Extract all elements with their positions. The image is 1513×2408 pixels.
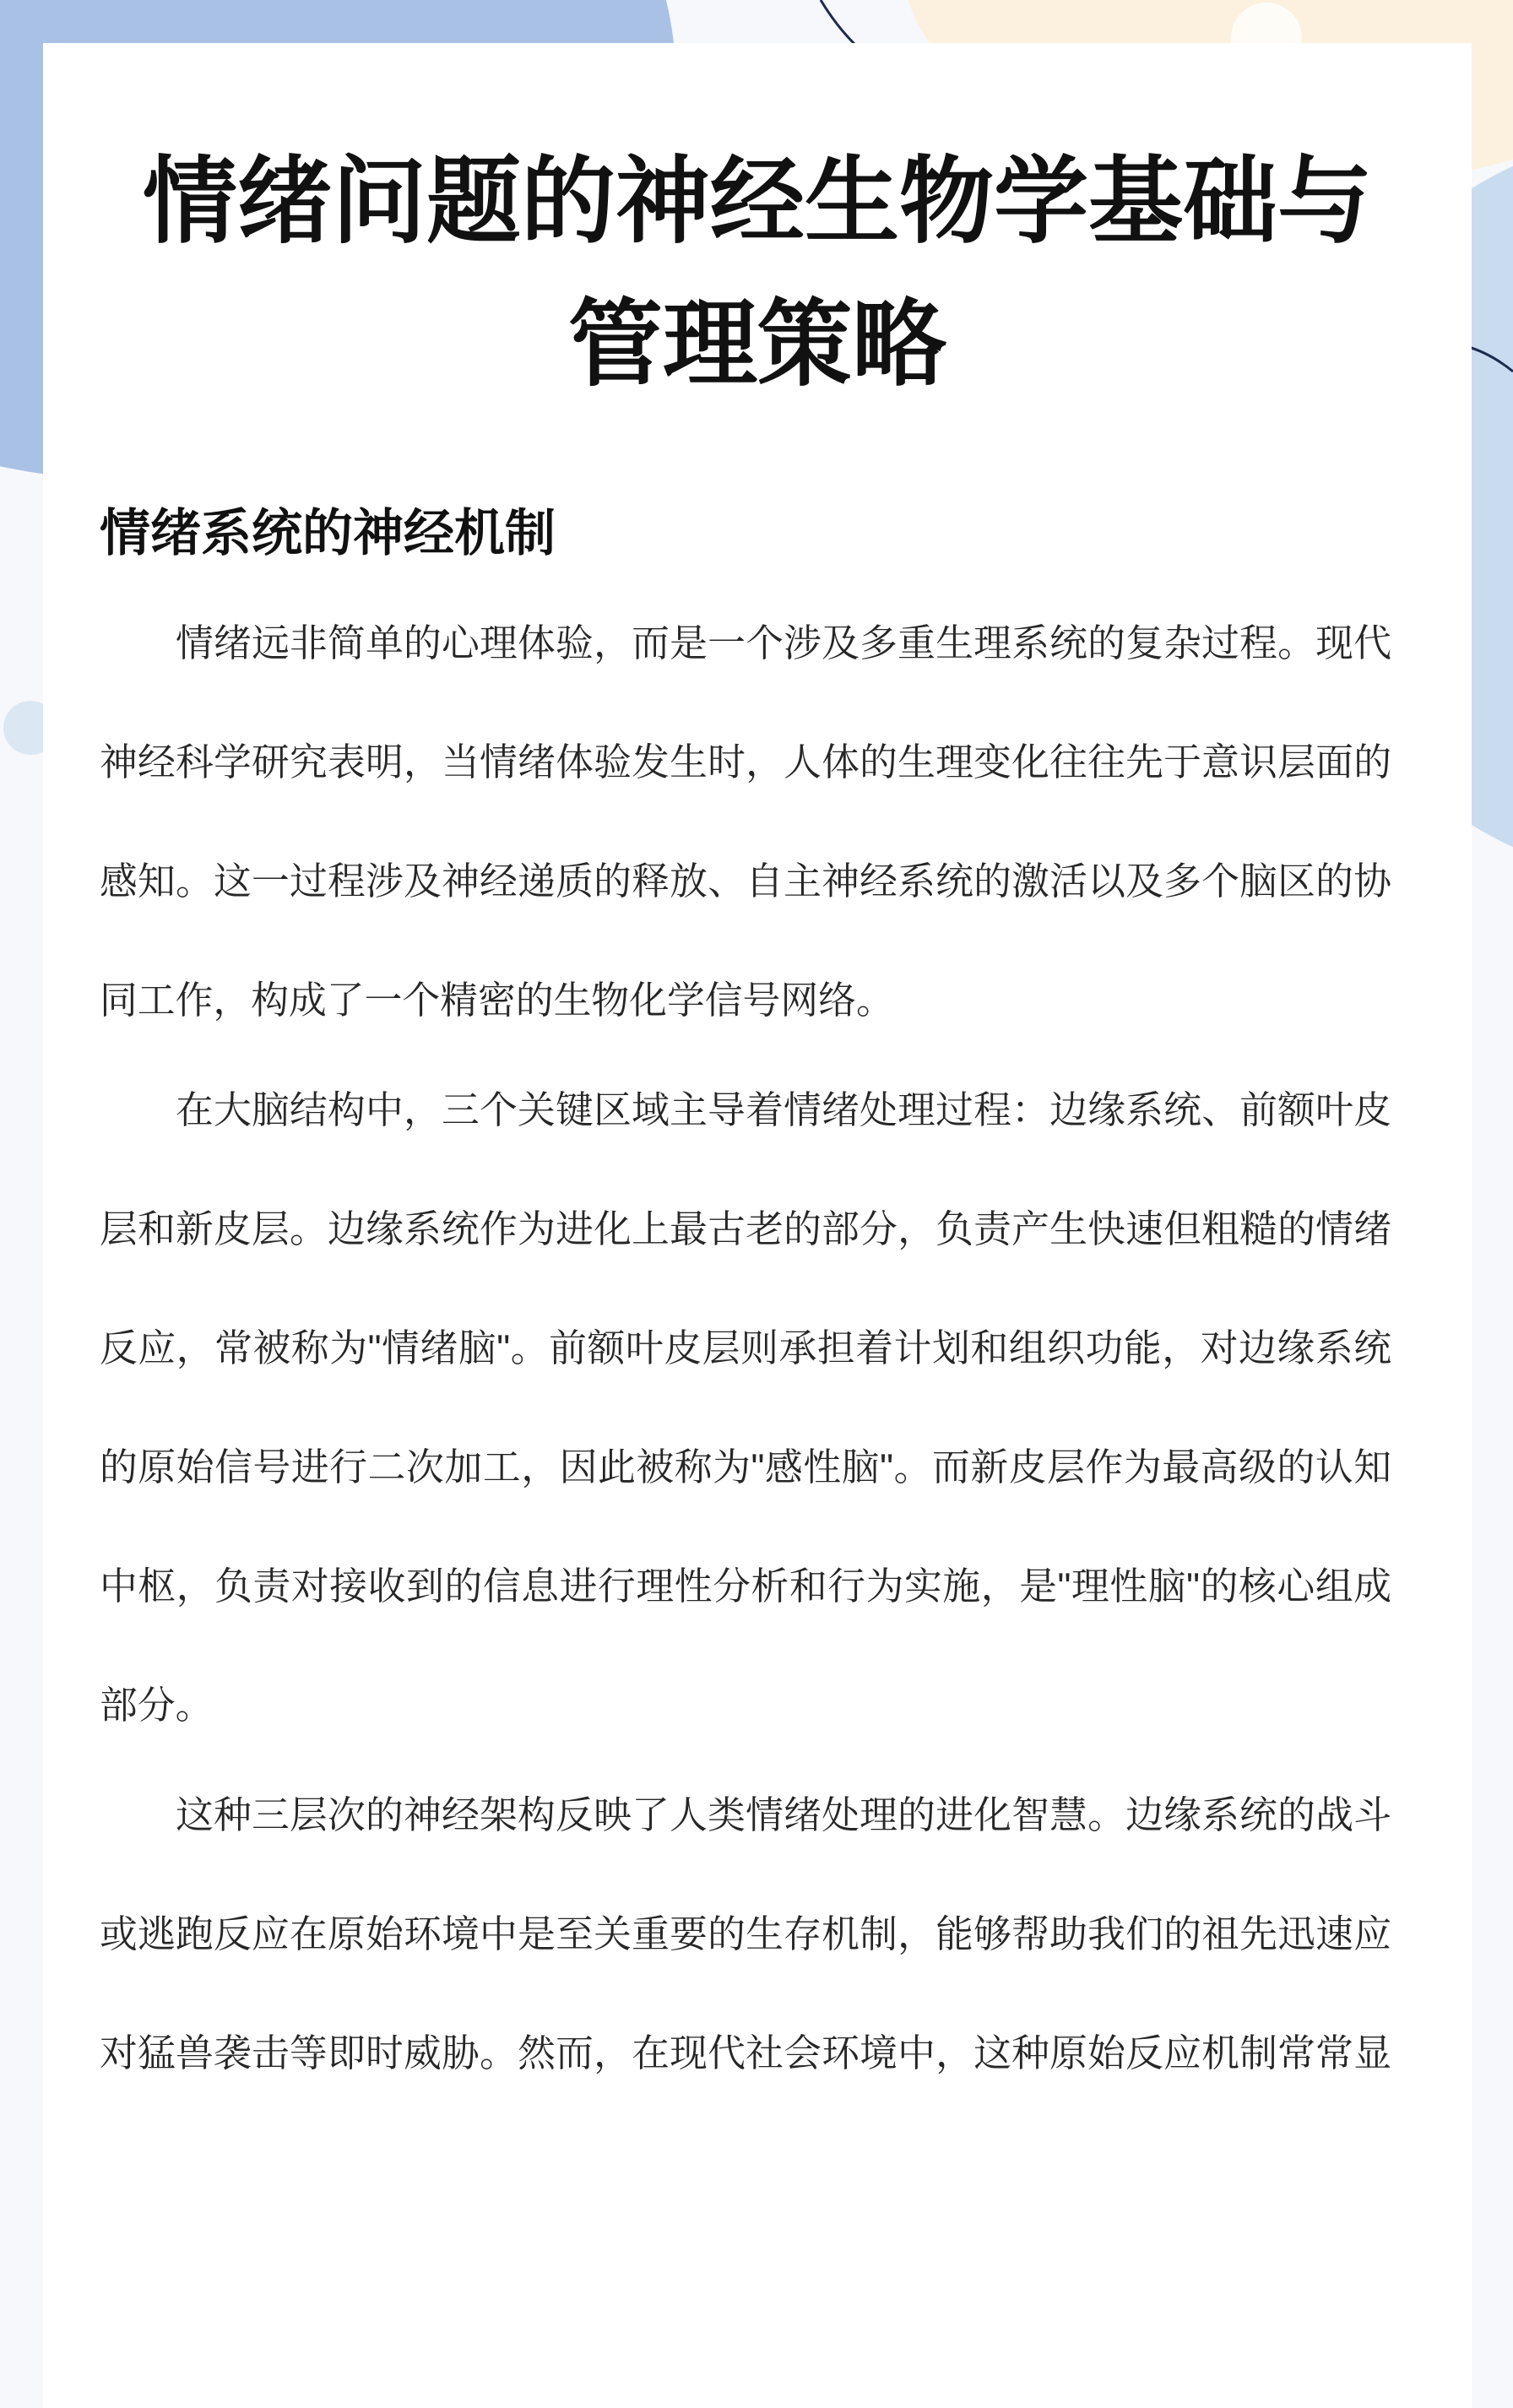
article-body <box>100 584 1391 2104</box>
paragraph-line: 在大脑结构中，三个关键区域主导着情绪处理过程：边缘系统、前额叶皮 <box>176 1089 1391 1131</box>
article-card <box>43 43 1472 2408</box>
paragraph-line: 部分。 <box>100 1684 214 1727</box>
article-title <box>43 130 1472 415</box>
paragraph-line: 同工作，构成了一个精密的生物化学信号网络。 <box>100 979 894 1022</box>
paragraph-line: 感知。这一过程涉及神经递质的释放、自主神经系统的激活以及多个脑区的协 <box>100 860 1391 903</box>
title-line: 情绪问题的神经生物学基础与 <box>143 149 1372 254</box>
paragraph-line: 的原始信号进行二次加工，因此被称为"感性脑"。而新皮层作为最高级的认知 <box>100 1446 1391 1489</box>
section-heading: 情绪系统的神经机制 <box>100 505 556 561</box>
paragraph-line: 或逃跑反应在原始环境中是至关重要的生存机制，能够帮助我们的祖先迅速应 <box>100 1913 1391 1955</box>
paragraph-line: 情绪远非简单的心理体验，而是一个涉及多重生理系统的复杂过程。现代 <box>176 622 1391 664</box>
title-line: 管理策略 <box>568 291 946 397</box>
paragraph <box>100 1756 1391 2113</box>
paragraph <box>100 1051 1391 1765</box>
paragraph-line: 反应，常被称为"情绪脑"。前额叶皮层则承担着计划和组织功能，对边缘系统 <box>100 1327 1391 1369</box>
paragraph-line: 层和新皮层。边缘系统作为进化上最古老的部分，负责产生快速但粗糙的情绪 <box>100 1208 1391 1250</box>
paragraph-line: 中枢，负责对接收到的信息进行理性分析和行为实施，是"理性脑"的核心组成 <box>100 1565 1391 1608</box>
paragraph-line: 这种三层次的神经架构反映了人类情绪处理的进化智慧。边缘系统的战斗 <box>176 1794 1391 1836</box>
paragraph <box>100 584 1391 1060</box>
paragraph-line: 神经科学研究表明，当情绪体验发生时，人体的生理变化往往先于意识层面的 <box>100 741 1391 784</box>
paragraph-line: 对猛兽袭击等即时威胁。然而，在现代社会环境中，这种原始反应机制常常显 <box>100 2032 1391 2074</box>
